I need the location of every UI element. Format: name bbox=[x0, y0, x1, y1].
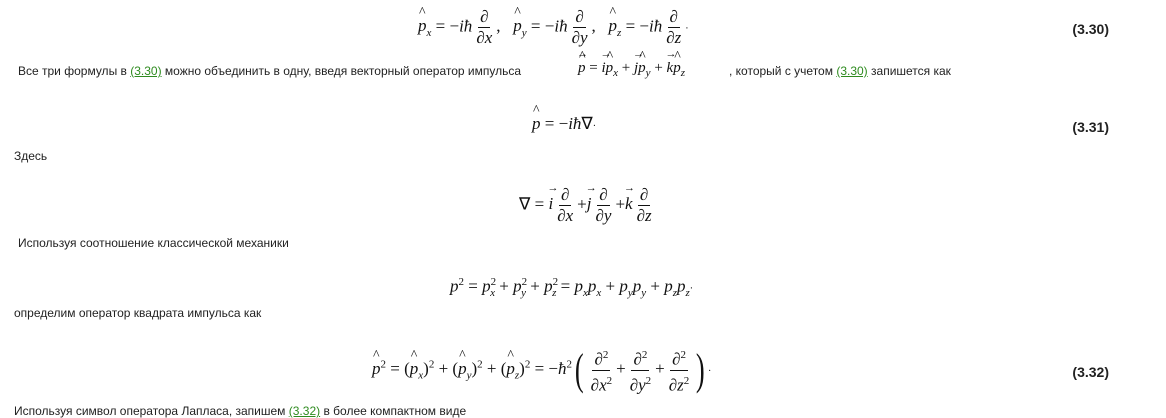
paragraph-vector-operator-end bbox=[729, 64, 951, 78]
link-eq-3-30[interactable]: (3.30) bbox=[130, 64, 162, 78]
formula-3-31: ^ p = −iħ∇· bbox=[532, 114, 596, 134]
text-fragment: Все три формулы в bbox=[18, 64, 131, 78]
link-eq-3-32[interactable]: (3.32) bbox=[288, 404, 321, 418]
text-fragment: в более компактном виде bbox=[320, 404, 467, 418]
paragraph-vector-operator bbox=[18, 64, 521, 78]
equation-number-3-32: (3.32) bbox=[1072, 364, 1109, 380]
formula-nabla: ∇ = → i $\frac{\partial}{\partial x}$ +→ j $\frac{\partial}{\partial y}$ +→ k $\frac{\partial}{\partial z}$ bbox=[519, 186, 656, 225]
text-fragment: можно объединить в одну, введя векторный оператор импульса bbox=[161, 64, 522, 78]
text-fragment: Используя символ оператора Лапласа, запишем bbox=[14, 404, 289, 418]
text-fragment: запишется как bbox=[867, 64, 951, 78]
text-fragment: , который с учетом bbox=[729, 64, 837, 78]
formula-3-30: ^ $p_x$ = −iħ $\frac{\partial}{\partial x}$ , ^ $p_y$ = −iħ $\frac{\partial}{\partial y}$ , ^ $p_z$ = −iħ $\frac{\partial}{\partial z}$ · bbox=[418, 8, 689, 47]
paragraph-laplace bbox=[14, 404, 466, 418]
equation-number-3-31: (3.31) bbox=[1072, 119, 1109, 135]
formula-3-32: ^ $p^2$ = (^ $p_x)^2$ + (^ $p_y)^2$ + (^ $p_z)^2$ = $-ħ^2$( $\frac{\partial^2}{\partial x^2}$ + $\frac{\partial^2}{\partial y^2}$ + $\frac{\partial^2}{\partial z^2}$ ) · bbox=[372, 346, 711, 394]
paragraph-classical-relation: Используя соотношение классической механики bbox=[18, 236, 289, 250]
equation-number-3-30: (3.30) bbox=[1072, 21, 1109, 37]
paragraph-here: Здесь bbox=[14, 149, 48, 163]
inline-formula-vector-p: → ^ p = → i^ $p_x$ + → j^ $p_y$ + → k^ $p_z$ bbox=[578, 60, 685, 79]
paragraph-define-operator: определим оператор квадрата импульса как bbox=[14, 306, 262, 320]
link-eq-3-30-second[interactable]: (3.30) bbox=[836, 64, 868, 78]
formula-p-squared: $p^2 = p^2_x + p^2_y + p^2_z = p_xp_x + p_yp_y + p_zp_z\cdot$ bbox=[450, 276, 694, 300]
